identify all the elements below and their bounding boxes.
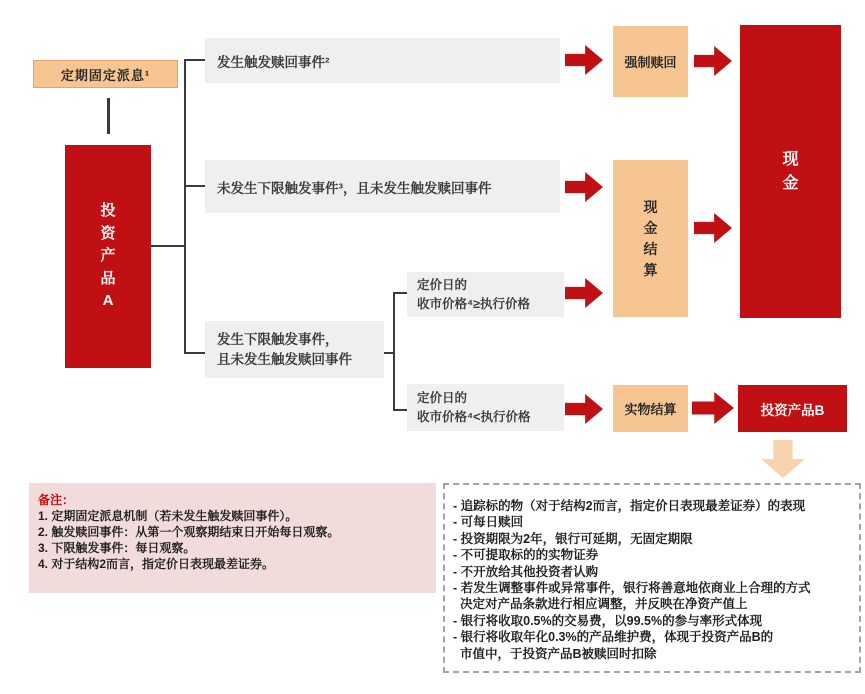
product-b-label: 投资产品B: [760, 402, 825, 418]
condition-gte-line2: 收市价格⁴≥执行价格: [417, 296, 531, 311]
terms-line-9: - 银行将收取年化0.3%的产品维护费，体现于投资产品B的: [453, 630, 774, 645]
condition-lt-line1: 定价日的: [417, 391, 468, 406]
branch-floor-trigger-line2: 且未发生触发赎回事件: [217, 351, 352, 367]
branch-no-floor-label: 未发生下限触发事件³，且未发生触发赎回事件: [217, 180, 492, 196]
note-item-4: 4. 对于结构2而言，指定价日表现最差证券。: [38, 557, 275, 571]
cash-label: 现金: [782, 150, 799, 192]
arrow-branch1-to-forced-redemption: [565, 44, 603, 76]
notes-title: 备注：: [38, 493, 75, 507]
branch-redemption-event-box: [205, 38, 560, 83]
connector-trunk-vertical: [184, 59, 186, 354]
product-b-box: [738, 385, 847, 432]
condition-lt-line2: 收市价格⁴<执行价格: [417, 409, 531, 424]
arrow-lt-to-physical-settlement: [565, 393, 603, 425]
branch-floor-trigger-line1: 发生下限触发事件，: [217, 331, 339, 347]
forced-redemption-label: 强制赎回: [624, 55, 677, 70]
notes-box: [29, 483, 436, 593]
connector-product-a-to-trunk: [151, 245, 185, 247]
note-item-3: 3. 下限触发事件：每日观察。: [38, 541, 196, 555]
forced-redemption-box: [613, 26, 688, 97]
condition-gte-box: [407, 272, 564, 317]
connector-subtrunk-vertical: [393, 292, 395, 411]
arrow-gte-to-cash-settlement: [565, 277, 603, 309]
arrow-branch2-to-cash-settlement: [565, 171, 603, 203]
connector-tick-branch-3: [186, 352, 206, 354]
branch-redemption-event-label: 发生触发赎回事件²: [217, 54, 330, 70]
terms-line-8: - 银行将收取0.5%的交易费，以99.5%的参与率形式体现: [453, 613, 763, 628]
cash-settlement-box: [613, 160, 688, 317]
physical-settlement-label: 实物结算: [624, 402, 677, 417]
product-a-box: [65, 145, 151, 368]
terms-line-6: - 若发生调整事件或异常事件，银行将善意地依商业上合理的方式: [453, 581, 811, 596]
terms-line-7: 决定对产品条款进行相应调整，并反映在净资产值上: [453, 597, 748, 612]
condition-lt-box: [407, 384, 564, 431]
arrow-product-b-to-terms: [761, 440, 805, 478]
terms-box: [443, 483, 861, 673]
terms-line-2: - 可每日赎回: [453, 515, 524, 530]
dividend-box: [33, 60, 178, 88]
terms-line-1: - 追踪标的物（对于结构2而言，指定价日表现最差证券）的表现: [453, 499, 806, 513]
terms-line-10: 市值中，于投资产品B被赎回时扣除: [453, 646, 657, 661]
cash-settlement-label: 现金结算: [643, 198, 658, 278]
cash-box: [740, 25, 841, 318]
note-item-1: 1. 定期固定派息机制（若未发生触发赎回事件）。: [38, 509, 298, 523]
terms-line-5: - 不开放给其他投资者认购: [453, 564, 599, 579]
connector-tick-branch-2: [186, 185, 206, 187]
note-item-2: 2. 触发赎回事件：从第一个观察期结束日开始每日观察。: [38, 525, 340, 539]
arrow-forced-redemption-to-cash: [694, 45, 732, 77]
connector-dividend-to-product-a: [107, 98, 110, 134]
branch-floor-trigger-box: [205, 321, 384, 378]
branch-no-floor-box: [205, 160, 560, 213]
terms-line-3: - 投资期限为2年，银行可延期，无固定期限: [453, 531, 693, 546]
physical-settlement-box: [613, 385, 688, 432]
product-a-label: 投资产品A: [100, 202, 116, 310]
arrow-cash-settlement-to-cash: [694, 212, 732, 244]
connector-tick-branch-1: [186, 59, 206, 61]
terms-line-4: - 不可提取标的的实物证券: [453, 548, 599, 563]
arrow-physical-to-product-b: [692, 391, 734, 425]
condition-gte-line1: 定价日的: [417, 278, 468, 293]
dividend-label: 定期固定派息¹: [60, 67, 151, 83]
